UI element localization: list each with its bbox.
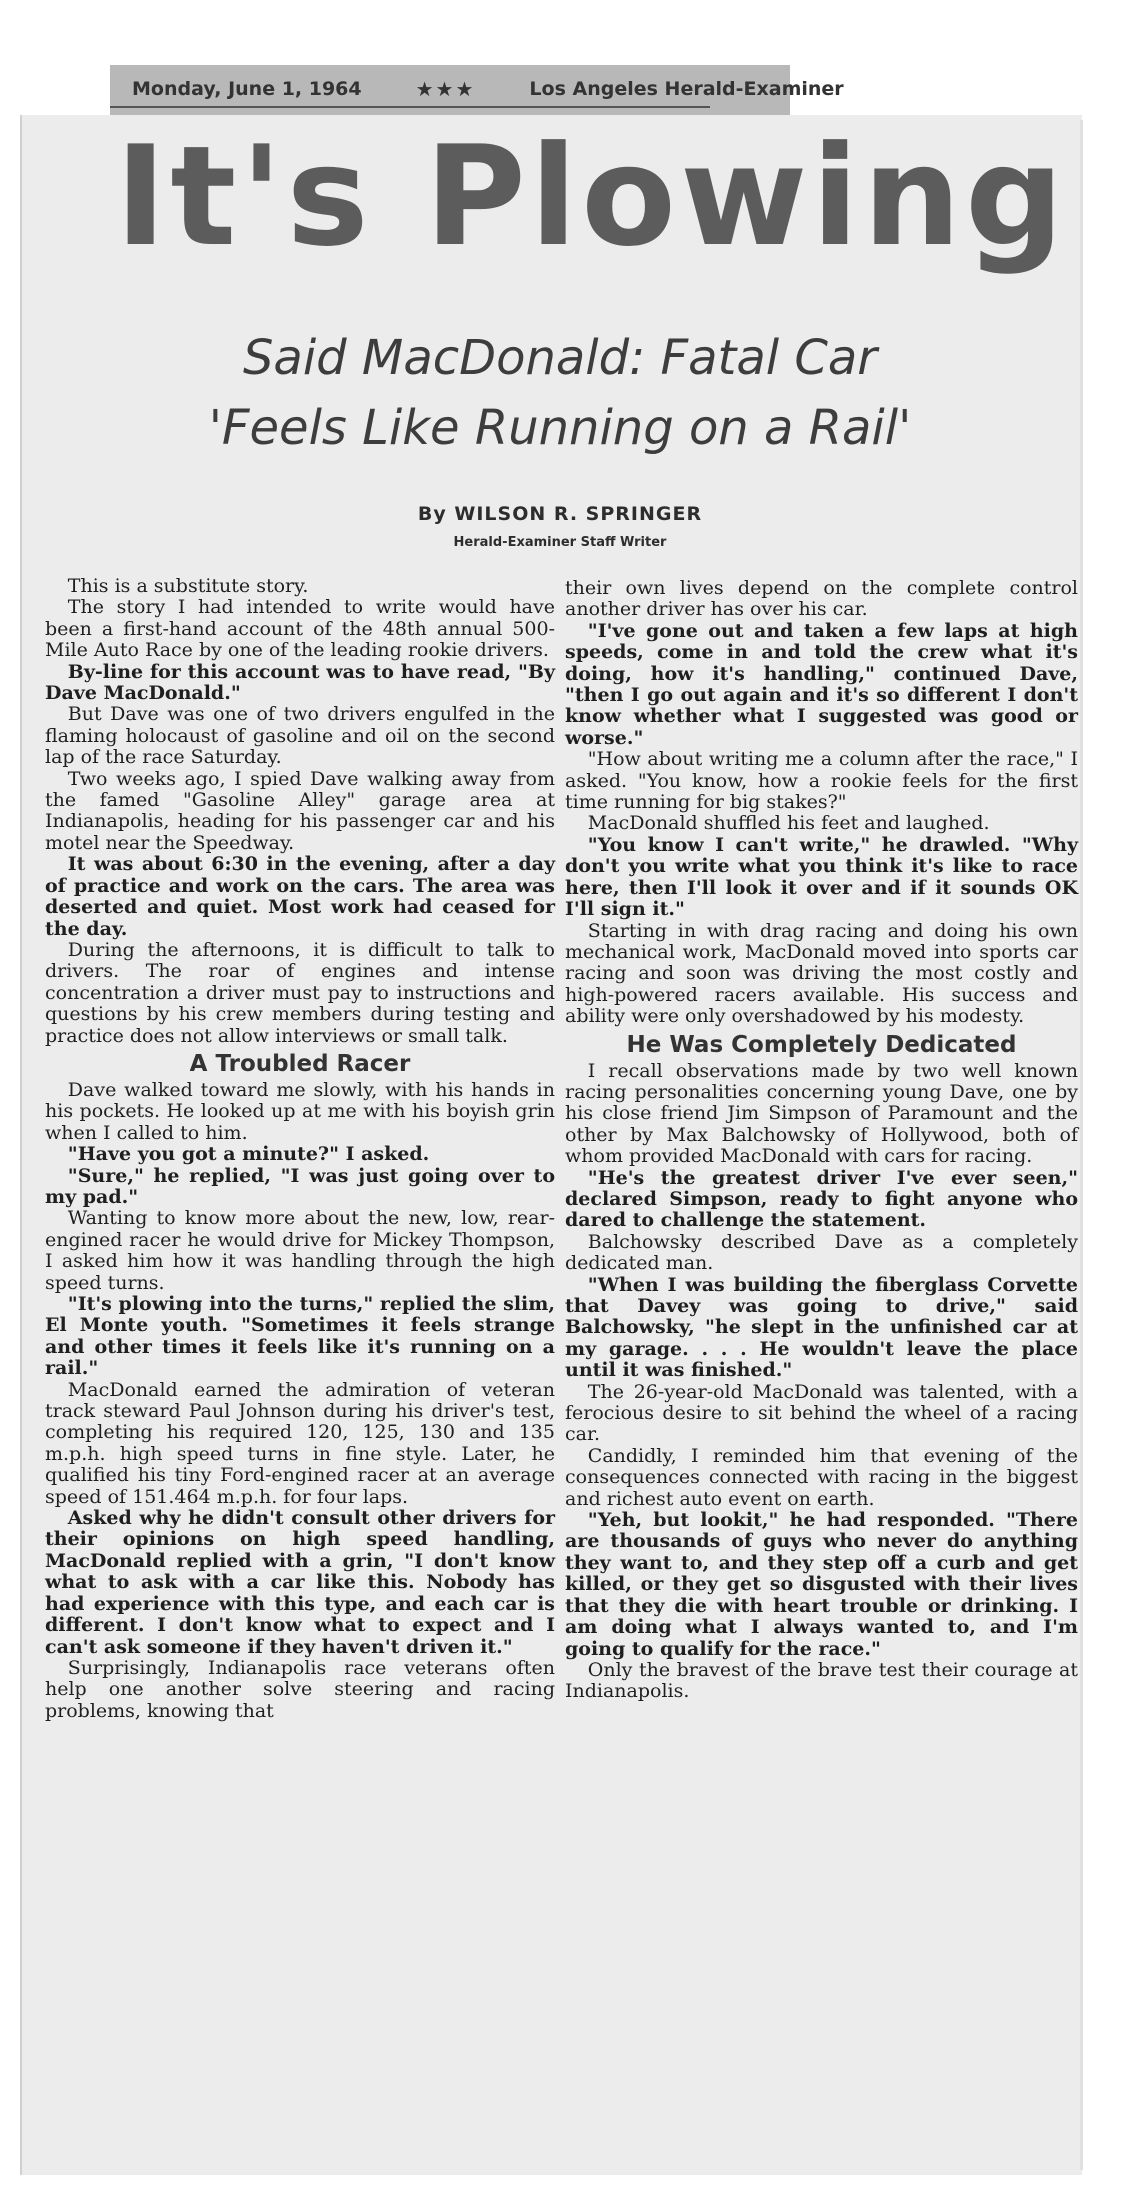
article-paragraph: The story I had intended to write would have been a first-hand account of the 48th annual 500-Mile Auto Race by one of the leading rookie drivers. [45, 596, 555, 662]
article-column-left [45, 576, 555, 2158]
article-paragraph: The 26-year-old MacDonald was talented, with a ferocious desire to sit behind the wheel of a racing car. [565, 1380, 1078, 1446]
article-paragraph: "I've gone out and taken a few laps at high speeds, come in and told the crew what it's doing, how it's handling," continued Dave, "then I go out again and it's so different I don't know whether what I suggested was good or worse." [565, 619, 1078, 749]
article-paragraph: Surprisingly, Indianapolis race veterans often help one another solve steering and racing problems, knowing that [45, 1656, 555, 1722]
subhead-line-1: Said MacDonald: Fatal Car [242, 330, 878, 386]
article-paragraph: Only the bravest of the brave test their courage at Indianapolis. [565, 1658, 1078, 1703]
article-paragraph: MacDonald shuffled his feet and laughed. [587, 812, 990, 835]
dateline-paper: Los Angeles Herald-Examiner [529, 78, 844, 100]
article-paragraph: "Have you got a minute?" I asked. [67, 1143, 430, 1166]
article-paragraph: "He's the greatest driver I've ever seen," declared Simpson, ready to fight anyone who dared to challenge the statement. [565, 1166, 1078, 1232]
byline: By WILSON R. SPRINGER [417, 503, 703, 525]
dateline-stars: ★★★ [415, 77, 476, 101]
article-paragraph: Two weeks ago, I spied Dave walking away from the famed "Gasoline Alley" garage area at Indianapolis, heading for his passenger car and his motel near the Speedway. [45, 767, 555, 854]
article-paragraph: "How about writing me a column after the race," I asked. "You know, how a rookie feels for the first time running for big stakes?" [565, 748, 1078, 814]
dateline-date: Monday, June 1, 1964 [132, 78, 362, 100]
article-paragraph: Wanting to know more about the new, low, rear-engined racer he would drive for Mickey Thompson, I asked him how it was handling through the high speed turns. [45, 1207, 555, 1294]
article-paragraph: It was about 6:30 in the evening, after a day of practice and work on the cars. The area was deserted and quiet. Most work had ceased for the day. [45, 853, 555, 940]
article-paragraph: "When I was building the fiberglass Corvette that Davey was going to drive," said Balchowsky, "he slept in the unfinished car at my garage. . . . He wouldn't leave the place until it was finished." [565, 1273, 1078, 1382]
article-column-right [565, 578, 1078, 2160]
article-paragraph: "Yeh, but lookit," he had responded. "There are thousands of guys who never do anything they want to, and they step off a curb and get killed, or they get so disgusted with their lives that they die with heart trouble or drinking. I am doing what I always wanted to, and I'm going to qualify for the race." [565, 1509, 1078, 1660]
article-paragraph: their own lives depend on the complete control another driver has over his car. [565, 577, 1078, 621]
article-paragraph: MacDonald earned the admiration of veteran track steward Paul Johnson during his driver's test, completing his required 120, 125, 130 and 135 m.p.h. high speed turns in fine style. Later, he qualified his tiny Ford-engined racer at an average speed of 151.464 m.p.h. for four laps. [45, 1378, 555, 1508]
article-paragraph: Dave walked toward me slowly, with his hands in his pockets. He looked up at me with his boyish grin when I called to him. [45, 1078, 555, 1144]
article-paragraph: But Dave was one of two drivers engulfed in the flaming holocaust of gasoline and oil on the second lap of the race Saturday. [45, 703, 555, 769]
section-heading: He Was Completely Dedicated [626, 1031, 1017, 1058]
byline-title: Herald-Examiner Staff Writer [453, 535, 667, 550]
article-paragraph: Balchowsky described Dave as a completely dedicated man. [565, 1230, 1078, 1275]
article-paragraph: "It's plowing into the turns," replied the slim, El Monte youth. "Sometimes it feels strange and other times it feels like it's running on a rail." [45, 1293, 555, 1380]
dateline [132, 76, 844, 102]
article-paragraph: By-line for this account was to have read, "By Dave MacDonald." [45, 660, 555, 705]
article-paragraph: Candidly, I reminded him that evening of the consequences connected with racing in the biggest and richest auto event on earth. [565, 1444, 1078, 1510]
article-paragraph: Asked why he didn't consult other drivers for their opinions on high speed handling, MacDonald replied with a grin, "I don't know what to ask with a car like this. Nobody has had experience with this type, and each car is different. I don't know what to expect and I can't ask someone if they haven't driven it." [45, 1507, 555, 1658]
subhead-line-2: 'Feels Like Running on a Rail' [208, 400, 912, 456]
section-heading: A Troubled Racer [189, 1050, 411, 1077]
article-paragraph: Starting in with drag racing and doing his own mechanical work, MacDonald moved into sports car racing and soon was driving the most costly and high-powered racers available. His success and ability were only overshadowed by his modesty. [565, 919, 1078, 1028]
headline: It's Plowing [115, 116, 1068, 277]
article-paragraph: "You know I can't write," he drawled. "Why don't you write what you think it's like to race here, then I'll look it over and if it sounds OK I'll sign it." [565, 833, 1078, 921]
article-paragraph: I recall observations made by two well known racing personalities concerning young Dave, one by his close friend Jim Simpson of Paramount and the other by Max Balchowsky of Hollywood, both of whom provided MacDonald with cars for racing. [565, 1059, 1078, 1168]
clipping-edge [1080, 120, 1083, 2170]
article-paragraph: During the afternoons, it is difficult to talk to drivers. The roar of engines and intense concentration a driver must pay to instructions and questions by his crew members during testing and practice does not allow interviews or small talk. [45, 938, 555, 1047]
article-paragraph: "Sure," he replied, "I was just going over to my pad." [45, 1164, 555, 1208]
article-paragraph: This is a substitute story. [67, 575, 309, 597]
dateline-rule [110, 106, 710, 108]
